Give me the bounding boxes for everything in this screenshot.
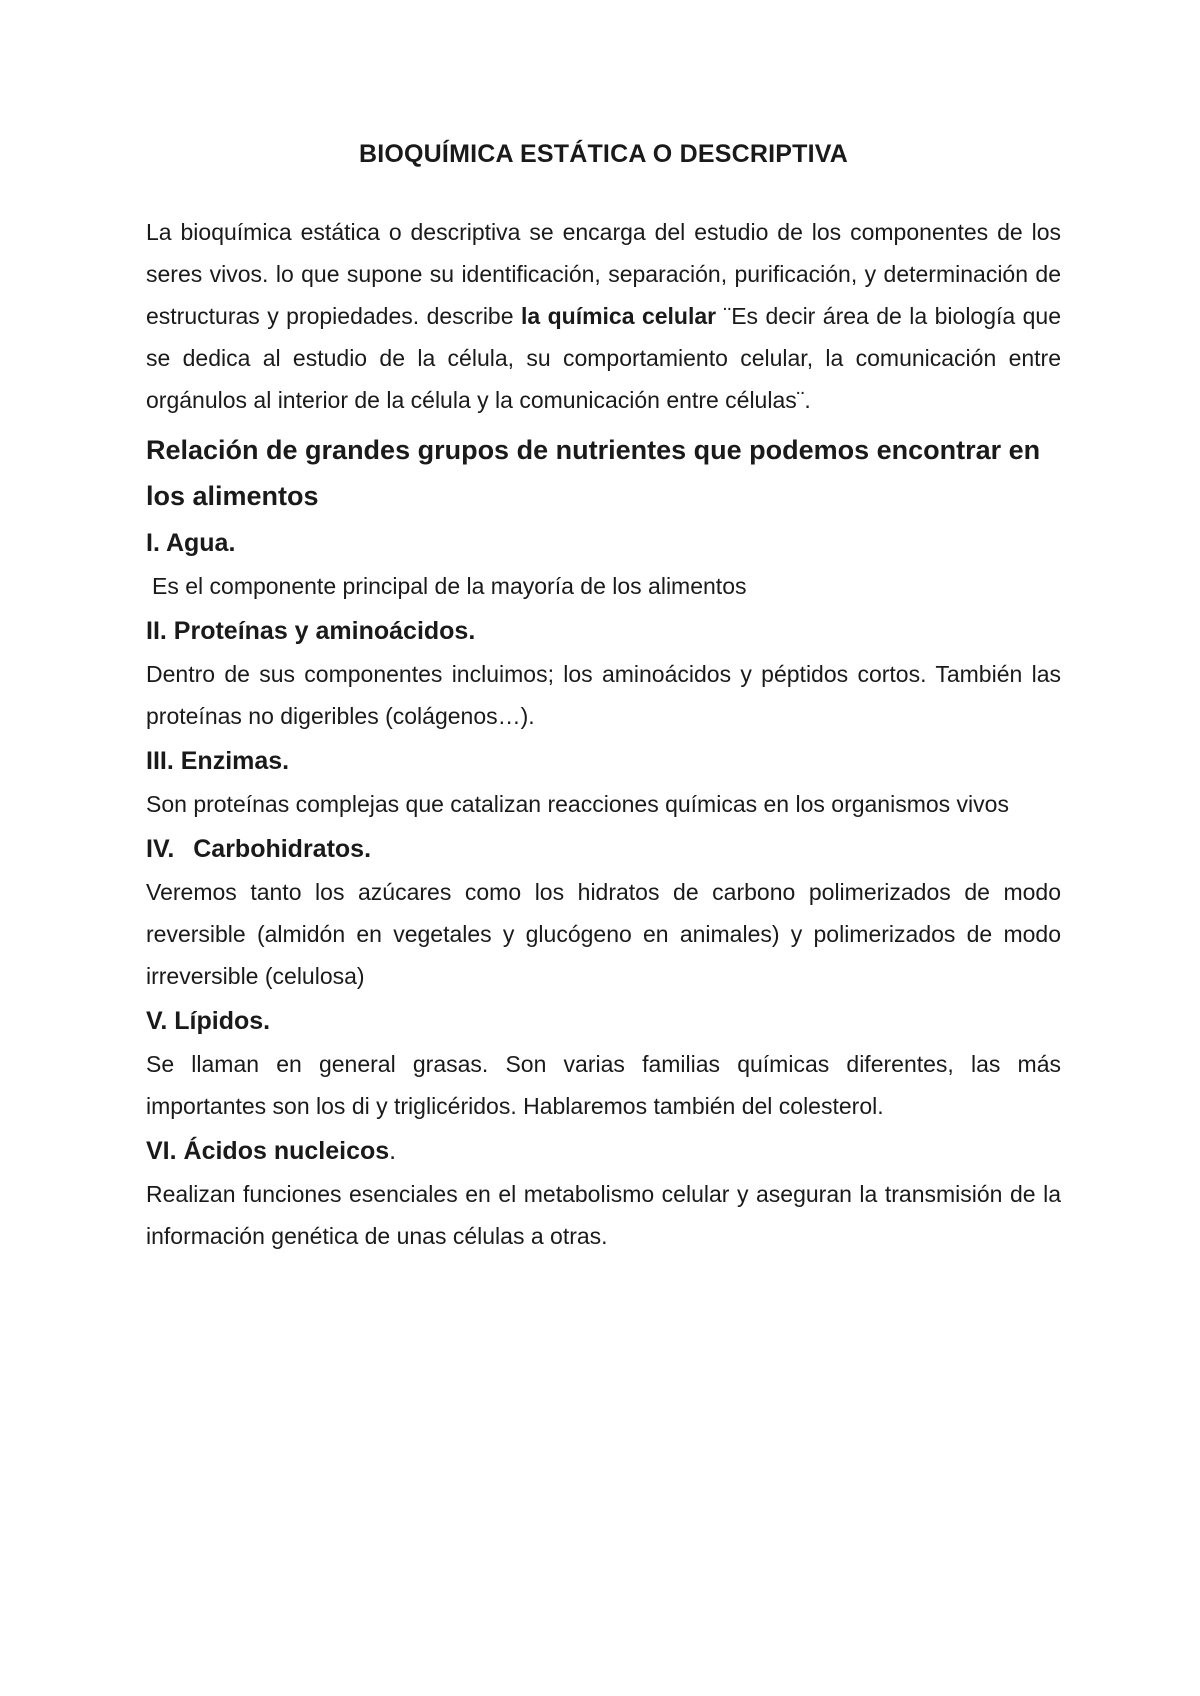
item-number: I. xyxy=(146,529,160,557)
item-heading xyxy=(146,827,1061,871)
item-text: Dentro de sus componentes incluimos; los aminoácidos y péptidos cortos. También las proteínas no digeribles (colágenos…). xyxy=(146,661,1061,729)
item-title-suffix: . xyxy=(389,1137,397,1165)
item-title: Lípidos. xyxy=(174,1007,271,1035)
item-number: IV. xyxy=(146,835,175,863)
nutrient-item-agua xyxy=(146,521,1061,607)
item-title: Enzimas. xyxy=(180,747,290,775)
item-number: III. xyxy=(146,747,174,775)
item-heading xyxy=(146,609,1061,653)
item-title: Ácidos nucleicos xyxy=(183,1137,390,1165)
item-text: Es el componente principal de la mayoría de los alimentos xyxy=(152,573,747,599)
nutrient-item-acidos-nucleicos xyxy=(146,1129,1061,1257)
section-heading: Relación de grandes grupos de nutrientes que podemos encontrar en los alimentos xyxy=(146,435,1041,511)
intro-text-part1: La bioquímica estática o descriptiva se encarga del estudio de los componentes de los seres vivos. lo que supone su identificación, separación, purificación, y determinación de estructuras y propiedades. describe xyxy=(146,219,1061,329)
item-title: Proteínas y aminoácidos. xyxy=(173,617,476,645)
intro-paragraph xyxy=(146,211,1061,421)
item-text: Se llaman en general grasas. Son varias familias químicas diferentes, las más importantes son los di y triglicéridos. Hablaremos también del colesterol. xyxy=(146,1051,1061,1119)
item-heading xyxy=(146,999,1061,1043)
nutrient-item-carbohidratos xyxy=(146,827,1061,997)
nutrient-item-proteinas xyxy=(146,609,1061,737)
document-content xyxy=(146,140,1061,1259)
intro-bold-phrase: la química celular xyxy=(520,303,717,329)
item-number: II. xyxy=(146,617,167,645)
item-text: Veremos tanto los azúcares como los hidratos de carbono polimerizados de modo reversible (almidón en vegetales y glucógeno en animales) y polimerizados de modo irreversible (celulosa) xyxy=(146,879,1061,989)
item-text: Realizan funciones esenciales en el metabolismo celular y aseguran la transmisión de la información genética de unas células a otras. xyxy=(146,1181,1061,1249)
item-number: VI. xyxy=(146,1137,177,1165)
item-number: V. xyxy=(146,1007,168,1035)
document-title: BIOQUÍMICA ESTÁTICA O DESCRIPTIVA xyxy=(358,140,849,168)
nutrient-item-enzimas xyxy=(146,739,1061,825)
item-heading xyxy=(146,1129,1061,1173)
item-heading xyxy=(146,521,1061,565)
item-title: Agua. xyxy=(165,529,236,557)
nutrient-item-lipidos xyxy=(146,999,1061,1127)
item-title: Carbohidratos. xyxy=(193,835,372,863)
intro-text-part2: ¨Es decir área de la biología que se dedica al estudio de la célula, su comportamiento celular, la comunicación entre orgánulos al interior de la célula y la comunicación entre células¨. xyxy=(146,303,1062,413)
item-text: Son proteínas complejas que catalizan reacciones químicas en los organismos vivos xyxy=(146,791,1009,817)
item-heading xyxy=(146,739,1061,783)
